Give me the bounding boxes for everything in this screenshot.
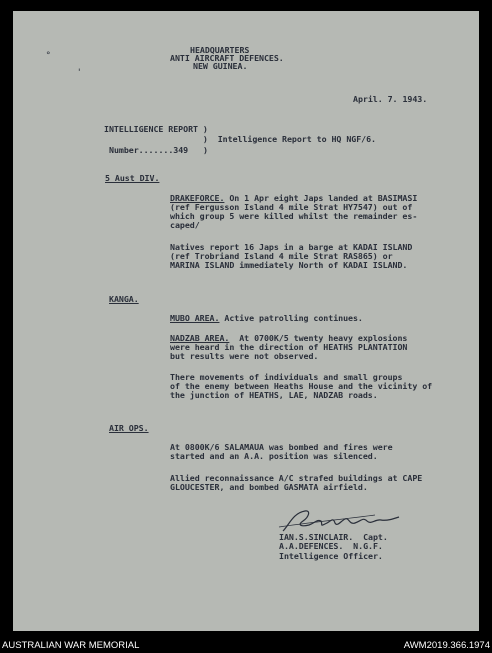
salamaua-para-line-1: At 0800K/6 SALAMAUA was bombed and fires were (170, 442, 393, 452)
drakeforce-para-line-3: which group 5 were killed whilst the remainder es- (170, 211, 418, 221)
header-line-1: HEADQUARTERS (190, 45, 250, 55)
intel-line-2: ) Intelligence Report to HQ NGF/6. (104, 134, 376, 144)
signature-line-3: Intelligence Officer. (279, 551, 383, 561)
intel-line-3: Number.......349 ) (109, 145, 208, 155)
movements-para-line-2: of the enemy between Heaths House and the vicinity of (170, 381, 433, 391)
signature-line-1: IAN.S.SINCLAIR. Capt. (279, 532, 388, 542)
footer-institution: AUSTRALIAN WAR MEMORIAL (2, 640, 140, 651)
drakeforce-para-line-4: caped/ (170, 220, 200, 230)
nadzab-text: At 0700K/5 twenty heavy explosions (229, 333, 408, 343)
hole-punch-mark: ' (78, 68, 81, 78)
mubo-label: MUBO AREA. (170, 313, 220, 323)
nadzab-para-line-3: but results were not observed. (170, 351, 319, 361)
report-date: April. 7. 1943. (353, 94, 428, 104)
recon-para-line-1: Allied reconnaissance A/C strafed buildings at CAPE (170, 473, 423, 483)
recon-para-line-2: GLOUCESTER, and bombed GASMATA airfield. (170, 482, 368, 492)
header-line-2: ANTI AIRCRAFT DEFENCES. (170, 53, 284, 63)
section-heading-kanga: KANGA. (109, 294, 139, 304)
hole-punch-mark: ° (46, 51, 51, 61)
section-heading-air-ops: AIR OPS. (109, 423, 149, 433)
section-heading-5-aust-div: 5 Aust DIV. (105, 173, 160, 183)
movements-para-line-1: There movements of individuals and small groups (170, 372, 403, 382)
natives-para-line-3: MARINA ISLAND immediately North of KADAI ISLAND. (170, 260, 408, 270)
header-line-3: NEW GUINEA. (193, 61, 248, 71)
intel-line-1: INTELLIGENCE REPORT ) (104, 124, 208, 134)
nadzab-para-line-2: were heard in the direction of HEATHS PLANTATION (170, 342, 408, 352)
drakeforce-label: DRAKEFORCE. (170, 193, 225, 203)
footer-accession-number: AWM2019.366.1974 (403, 640, 490, 651)
salamaua-para-line-2: started and an A.A. position was silenced. (170, 451, 378, 461)
natives-para-line-2: (ref Trobriand Island 4 mile Strat RAS865) or (170, 251, 393, 261)
archive-footer (0, 638, 492, 653)
mubo-text: Active patrolling continues. (219, 313, 363, 323)
nadzab-label: NADZAB AREA. (170, 333, 230, 343)
movements-para-line-3: the junction of HEATHS, LAE, NADZAB roads. (170, 390, 378, 400)
drakeforce-text: On 1 Apr eight Japs landed at BASIMASI (224, 193, 418, 203)
mubo-para (170, 314, 363, 323)
drakeforce-para-line-2: (ref Fergusson Island 4 mile Strat HY7547) out of (170, 202, 413, 212)
handwritten-signature (275, 503, 405, 535)
document-page (13, 11, 479, 631)
natives-para-line-1: Natives report 16 Japs in a barge at KADAI ISLAND (170, 242, 413, 252)
signature-line-2: A.A.DEFENCES. N.G.F. (279, 541, 383, 551)
